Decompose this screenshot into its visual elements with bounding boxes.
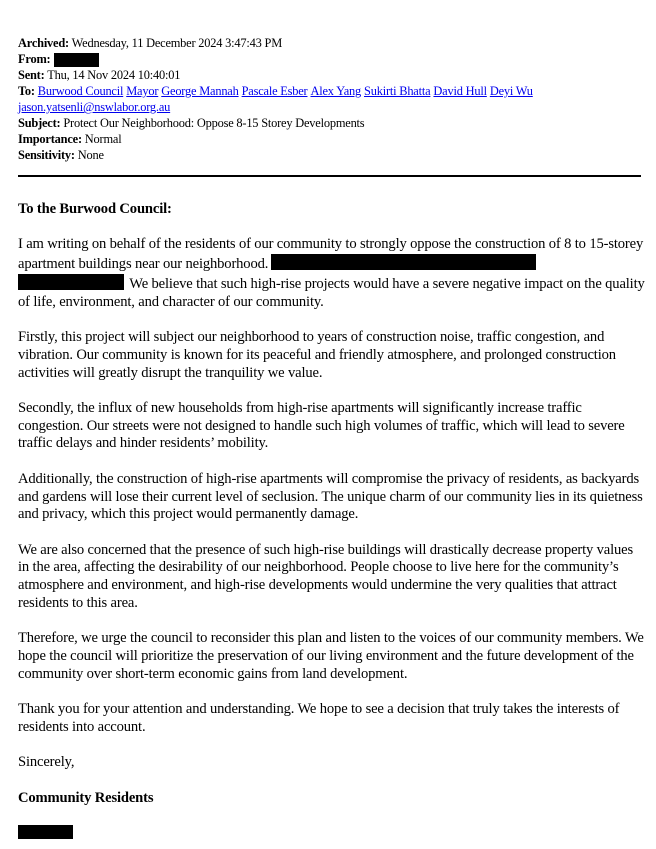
- paragraph-1: [18, 236, 646, 311]
- recipient-link[interactable]: Deyi Wu: [489, 84, 533, 99]
- sent-label: Sent:: [18, 68, 45, 83]
- email-header: [18, 35, 643, 163]
- paragraph-3: Secondly, the influx of new households from high-rise apartments will significantly increase traffic congestion. Our streets were not designed to handle such high volumes of traffic, which will lead to severe traffic delays and hinder residents’ mobility.: [18, 399, 625, 452]
- redacted-sender: [54, 53, 99, 67]
- archived-label: Archived:: [18, 36, 69, 50]
- closing: Sincerely,: [18, 754, 75, 771]
- recipient-link[interactable]: Sukirti Bhatta: [364, 84, 431, 99]
- paragraph-1-part-a: I am writing on behalf of the residents of our community to strongly oppose the construction of 8 to 15-storey apartment buildings near our neighborhood.: [18, 236, 644, 273]
- paragraph-1-part-b: We believe that such high-rise projects would have a severe negative impact on the quality of life, environment, and character of our community.: [18, 275, 645, 310]
- sensitivity-row: [18, 147, 643, 163]
- to-row-continued: [18, 99, 643, 115]
- sent-value: Thu, 14 Nov 2024 10:40:01: [47, 68, 181, 83]
- sensitivity-label: Sensitivity:: [18, 148, 75, 163]
- importance-label: Importance:: [18, 132, 82, 147]
- header-divider: [18, 175, 641, 177]
- recipient-email-link[interactable]: jason.yatsenli@nswlabor.org.au: [18, 100, 171, 115]
- archived-row: [18, 35, 643, 51]
- signature: Community Residents: [18, 789, 154, 806]
- redacted-signature: [18, 825, 73, 839]
- paragraph-7: Thank you for your attention and understanding. We hope to see a decision that truly takes the interests of residents into account.: [18, 701, 620, 736]
- from-row: [18, 51, 643, 67]
- email-body: [18, 201, 646, 839]
- subject-label: Subject:: [18, 116, 61, 131]
- recipient-link[interactable]: George Mannah: [161, 84, 239, 99]
- paragraph-5: We are also concerned that the presence of such high-rise buildings will drastically decrease property values in the area, affecting the desirability of our neighborhood. People choose to live here for the community’s atmosphere and environment, and high-rise developments would undermine the very qualities that attract residents to this area.: [18, 541, 634, 612]
- paragraph-6: Therefore, we urge the council to reconsider this plan and listen to the voices of our community members. We hope the council will prioritize the preservation of our living environment and the future development of the community over short-term economic gains from land development.: [18, 630, 644, 682]
- recipient-link[interactable]: Pascale Esber: [241, 84, 308, 99]
- to-label: To:: [18, 84, 35, 99]
- archived-value: Wednesday, 11 December 2024 3:47:43 PM: [71, 36, 283, 50]
- salutation: To the Burwood Council:: [18, 201, 172, 217]
- paragraph-2: Firstly, this project will subject our neighborhood to years of construction noise, traffic congestion, and vibration. Our community is known for its peaceful and friendly atmosphere, and prolonged construction activities will greatly disrupt the tranquility we value.: [18, 328, 616, 381]
- recipient-link[interactable]: Mayor: [126, 84, 159, 99]
- sensitivity-value: None: [77, 148, 104, 163]
- recipient-link[interactable]: David Hull: [433, 84, 487, 99]
- importance-value: Normal: [84, 132, 122, 147]
- recipient-link[interactable]: Alex Yang: [310, 84, 362, 99]
- redacted-text-block: [271, 254, 536, 270]
- redacted-text-block: [18, 274, 124, 290]
- recipient-link[interactable]: Burwood Council: [37, 84, 124, 99]
- subject-value: Protect Our Neighborhood: Oppose 8-15 Storey Developments: [63, 116, 365, 131]
- to-row: [18, 83, 643, 99]
- sent-row: [18, 67, 643, 83]
- importance-row: [18, 131, 643, 147]
- from-label: From:: [18, 52, 51, 66]
- subject-row: [18, 115, 643, 131]
- paragraph-4: Additionally, the construction of high-rise apartments will compromise the privacy of residents, as backyards and gardens will lose their current level of seclusion. The unique charm of our community lies in its quietness and privacy, which this project would permanently damage.: [18, 470, 643, 523]
